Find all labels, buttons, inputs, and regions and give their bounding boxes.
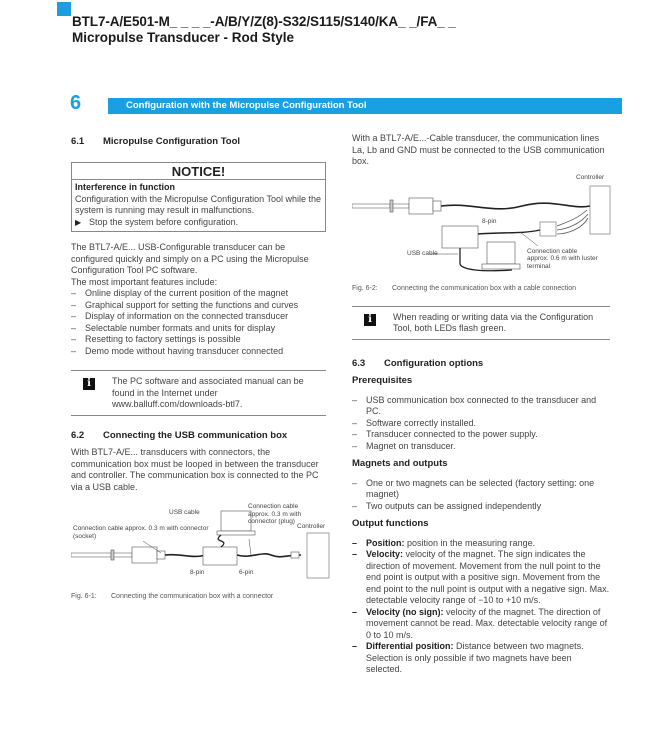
list-item: – Selectable number formats and units for display (71, 322, 276, 333)
notice-box (71, 162, 326, 233)
info-icon: i (83, 378, 95, 390)
chapter-number: 6 (70, 92, 82, 114)
figure-6-1-caption: Fig. 6-1: Connecting the communication box with a connector (71, 593, 274, 600)
label-8-pin: 8-pin (482, 217, 497, 225)
notice-text: Configuration with the Micropulse Configuration Tool while the system is running may result in malfunctions. (75, 193, 321, 215)
label-usb-cable: USB cable (407, 249, 438, 257)
list-item: – Software correctly installed. (352, 417, 477, 428)
arrow-right-icon: ▶ (75, 217, 82, 227)
section-6-2-text: With BTL7-A/E... transducers with connectors, the communication box must be looped in between the transducer and controller. The communication box is connected to the PC via a USB cable. (71, 447, 319, 492)
label-cable-plug: Connection cable approx. 0.3 m with connector (plug) (248, 503, 302, 525)
list-item: – Velocity (no sign): velocity of the magnet. The direction of movement cannot be read. Max. detectable velocity range of 0 to 10 m/s. (352, 606, 608, 640)
info-text: When reading or writing data via the Configuration Tool, both LEDs flash green. (393, 311, 594, 333)
list-item: – Transducer connected to the power supply. (352, 429, 538, 439)
cable-intro-text: With a BTL7-A/E...-Cable transducer, the communication lines La, Lb and GND must be connected to the USB communication box. (352, 133, 605, 166)
prerequisites-list (352, 395, 610, 453)
section-heading-6-1: 6.1 Micropulse Configuration Tool (71, 136, 241, 147)
list-item: – Velocity: velocity of the magnet. The sign indicates the direction of movement. Movement from the null point to the end point is output with a positive sign. Movement from the end point to the null point is output with a negative sign. Max. detectable velocity range of −10 to +10 m/s. (352, 549, 610, 605)
label-8-pin: 8-pin (190, 569, 205, 576)
label-controller: Controller (576, 173, 605, 181)
features-lead: The most important features include: (71, 276, 218, 287)
output-functions-heading: Output functions (352, 518, 429, 529)
list-item: – Online display of the current position of the magnet (71, 288, 289, 298)
figure-6-2-diagram (352, 174, 612, 274)
brand-square (57, 2, 71, 16)
info-text: The PC software and associated manual can be found in the Internet under www.balluff.com/downloads-btl7. (112, 376, 304, 409)
notice-action: Stop the system before configuration. (89, 216, 239, 227)
list-item: – Graphical support for setting the functions and curves (71, 299, 299, 310)
label-6-pin: 6-pin (239, 569, 254, 576)
left-column (71, 136, 326, 601)
document-subtitle: Micropulse Transducer - Rod Style (72, 30, 295, 45)
chapter-title: Configuration with the Micropulse Configuration Tool (108, 98, 622, 114)
section-heading-6-3: 6.3 Configuration options (352, 357, 484, 369)
list-item: – One or two magnets can be selected (factory setting: one magnet) (352, 477, 595, 499)
list-item: – USB communication box connected to the transducer and PC. (352, 394, 597, 416)
list-item: – Display of information on the connected transducer (71, 311, 289, 321)
list-item: – Differential position: Distance between two magnets. Selection is only possible if two magnets have been selected. (352, 641, 584, 674)
output-functions-list (352, 538, 610, 676)
figure-6-2-caption: Fig. 6-2: Connecting the communication box with a cable connection (352, 284, 577, 292)
right-column (352, 133, 610, 676)
document-title: BTL7-A/E501-M_ _ _ _-A/B/Y/Z(8)-S32/S115/S140/KA_ _/FA_ _ (72, 14, 456, 29)
list-item: – Position: position in the measuring range. (352, 537, 536, 548)
label-usb-cable: USB cable (169, 509, 200, 516)
prerequisites-heading: Prerequisites (352, 375, 413, 386)
document-header (72, 14, 456, 46)
features-list (71, 288, 326, 357)
label-controller: Controller (297, 523, 326, 530)
notice-title: NOTICE! (72, 163, 325, 181)
notice-subtitle: Interference in function (75, 182, 176, 192)
figure-6-1-diagram (71, 503, 331, 583)
list-item: – Demo mode without having transducer connected (71, 345, 284, 356)
magnets-heading: Magnets and outputs (352, 458, 448, 469)
magnets-list (352, 478, 610, 513)
intro-paragraph: The BTL7-A/E... USB-Configurable transducer can be configured quickly and simply on a PC using the Micropulse Configuration Tool PC software. (71, 242, 309, 275)
info-icon: i (364, 314, 376, 326)
info-box-leds (352, 306, 610, 340)
label-cable-luster: Connection cable approx. 0.6 m with luster terminal (527, 247, 598, 270)
info-box-software (71, 370, 326, 416)
label-cable-socket: Connection cable approx. 0.3 m with connector (socket) (73, 525, 209, 540)
list-item: – Magnet on transducer. (352, 440, 456, 451)
list-item: – Two outputs can be assigned independently (352, 500, 542, 511)
list-item: – Resetting to factory settings is possible (71, 334, 241, 344)
section-heading-6-2: 6.2 Connecting the USB communication box (71, 429, 288, 441)
